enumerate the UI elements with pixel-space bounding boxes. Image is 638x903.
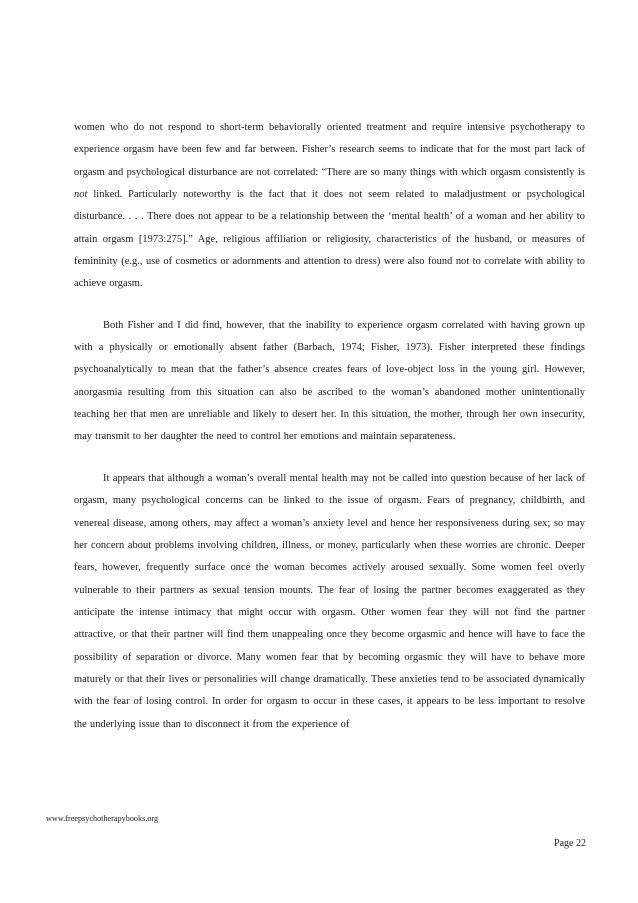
body-text xyxy=(74,117,585,736)
emphasis-not: not xyxy=(74,189,88,201)
paragraph-2: Both Fisher and I did find, however, that the inability to experience orgasm correlated with having grown up with a physically or emotionally absent father (Barbach, 1974; Fisher, 1973). Fisher interpreted these findings psychoanalytically to mean that the father’s absence creates fears of love-object loss in the young girl. However, anorgasmia resulting from this situation can also be ascribed to the woman’s abandoned mother unintentionally teaching her that men are unreliable and likely to desert her. In this situation, the mother, through her own insecurity, may transmit to her daughter the need to control her emotions and maintain separateness. xyxy=(74,319,585,443)
paragraph-1-text-b: linked. Particularly noteworthy is the fact that it does not seem related to maladjustment or psychological disturbance. . . . There does not appear to be a relationship between the ‘mental health’ of a woman and her ability to attain orgasm [1973:275].” Age, religious affiliation or religiosity, characteristics of the husband, or measures of femininity (e.g., use of cosmetics or adornments and attention to dress) were also found not to correlate with ability to achieve orgasm. xyxy=(74,189,585,290)
paragraph-1-text-a: women who do not respond to short-term behaviorally oriented treatment and require intensive psychotherapy to experience orgasm have been few and far between. Fisher’s research seems to indicate that for the most part lack of orgasm and psychological disturbance are not correlated: “There are so many things with which orgasm consistently is xyxy=(74,122,585,178)
paragraph-1 xyxy=(74,117,585,296)
paragraph-3: It appears that although a woman’s overall mental health may not be called into question because of her lack of orgasm, many psychological concerns can be linked to the issue of orgasm. Fears of pregnancy, childbirth, and venereal disease, among others, may affect a woman’s anxiety level and hence her responsiveness during sex; so may her concern about problems involving children, illness, or money, particularly when these worries are chronic. Deeper fears, however, frequently surface once the woman becomes actively aroused sexually. Some women feel overly vulnerable to their partners as sexual tension mounts. The fear of losing the partner becomes exaggerated as they anticipate the intense intimacy that might occur with orgasm. Other women fear they will not find the partner attractive, or that their partner will find them unappealing once they become orgasmic and hence will have to face the possibility of separation or divorce. Many women fear that by becoming orgasmic they will have to behave more maturely or that their lives or personalities will change dramatically. These anxieties tend to be associated dynamically with the fear of losing control. In order for orgasm to occur in these cases, it appears to be less important to resolve the underlying issue than to disconnect it from the experience of xyxy=(74,472,585,730)
footer-url: www.freepsychotherapybooks.org xyxy=(46,814,159,823)
page-number: Page 22 xyxy=(554,838,586,849)
